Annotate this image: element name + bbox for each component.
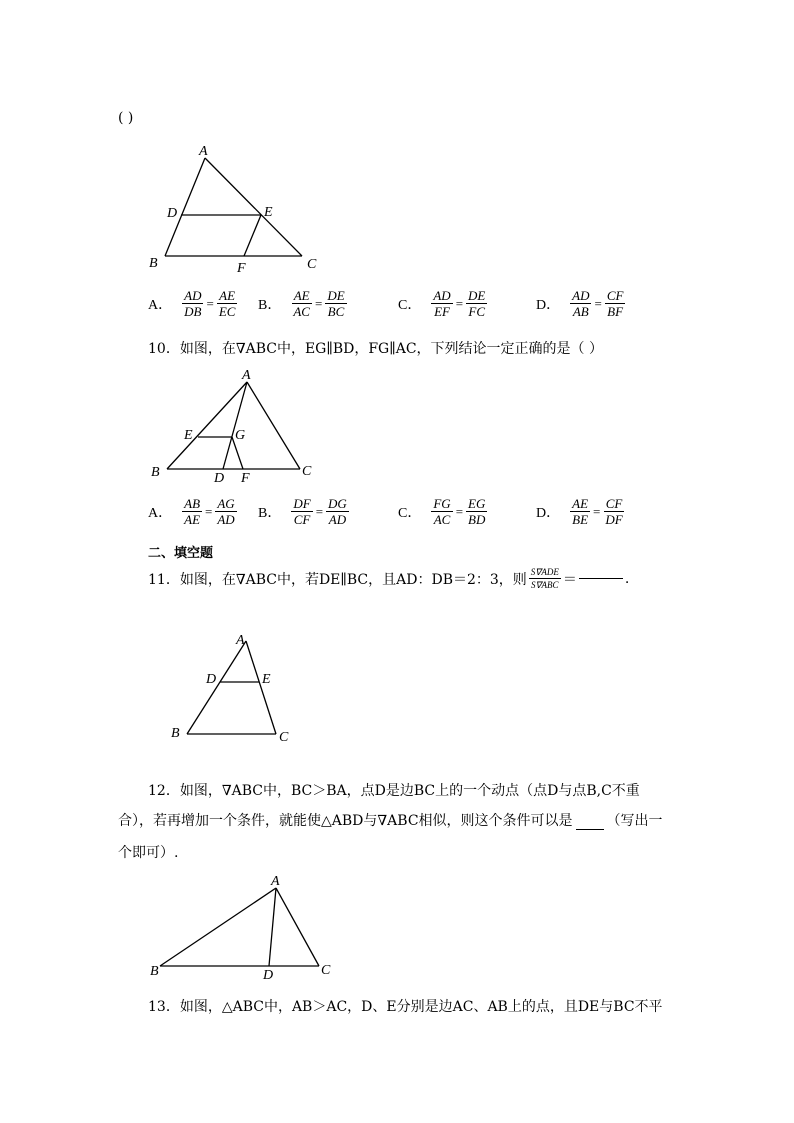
q9-option-b[interactable]: B． $\frac{AE}{AC}$ = $\frac{DE}{BC}$ xyxy=(258,288,345,319)
q10-label-f: F xyxy=(241,471,250,486)
q11-label-d: D xyxy=(206,672,217,687)
q9-label-b: B xyxy=(149,256,158,271)
q12-answer-blank[interactable] xyxy=(576,829,604,830)
section-title: 二、填空题 xyxy=(148,546,214,561)
q10-option-a[interactable]: A． $\frac{AB}{AE}$ = $\frac{AG}{AD}$ xyxy=(148,496,235,527)
q9-figure xyxy=(140,140,340,280)
q10-label-c: C xyxy=(302,464,312,479)
q11-side-ac xyxy=(246,641,276,734)
q11-label-a: A xyxy=(236,633,245,648)
q12-segment-ad xyxy=(269,888,276,966)
q12-label-a: A xyxy=(271,874,280,889)
q12-side-ac xyxy=(276,888,319,966)
q9-segment-ef xyxy=(244,215,261,256)
q9-label-e: E xyxy=(264,205,273,220)
q11-question-text: 11．如图，在∇ABC中，若DE∥BC，且AD：DB＝2：3，则 xyxy=(148,571,527,588)
q10-side-ac xyxy=(247,382,300,469)
q10-option-b[interactable]: B． $\frac{DF}{CF}$ = $\frac{DG}{AD}$ xyxy=(258,496,347,527)
q11-label-e: E xyxy=(262,672,271,687)
q10-question-text: 10．如图，在∇ABC中，EG∥BD，FG∥AC，下列结论一定正确的是（ ） xyxy=(148,341,603,357)
q11-figure xyxy=(165,628,305,748)
q10-option-c[interactable]: C． $\frac{FG}{AC}$ = $\frac{EG}{BD}$ xyxy=(398,496,486,527)
q12-label-c: C xyxy=(321,963,331,978)
q11-answer-blank[interactable] xyxy=(579,578,623,579)
q10-label-d: D xyxy=(214,471,225,486)
q9-option-a[interactable]: A． $\frac{AD}{DB}$ = $\frac{AE}{EC}$ xyxy=(148,288,236,319)
q10-label-g: G xyxy=(235,428,246,443)
q12-question-line2: 合），若再增加一个条件，就能使△ABD与∇ABC相似，则这个条件可以是 （写出一 xyxy=(118,813,663,829)
q10-label-b: B xyxy=(151,465,160,480)
q10-option-d[interactable]: D． $\frac{AE}{BE}$ = $\frac{CF}{DF}$ xyxy=(536,496,623,527)
q12-question-line1: 12．如图，∇ABC中，BC＞BA，点D是边BC上的一个动点（点D与点B,C不重 xyxy=(148,783,640,799)
q12-side-ab xyxy=(160,888,276,966)
q12-label-d: D xyxy=(263,968,274,983)
q13-question-text: 13．如图，△ABC中，AB＞AC，D、E分别是边AC、AB上的点，且DE与BC不平 xyxy=(148,999,663,1015)
q9-answer-paren: ( ) xyxy=(118,110,134,126)
q9-label-c: C xyxy=(307,257,317,272)
q10-label-a: A xyxy=(242,368,251,383)
q12-label-b: B xyxy=(150,964,159,979)
q12-question-line3: 个即可）. xyxy=(118,845,179,861)
q11-area-ratio: $\frac{\text{S∇ADE}}{\text{S∇ABC}}$ xyxy=(530,567,559,590)
q11-side-ab xyxy=(187,641,246,734)
q9-label-a: A xyxy=(199,144,208,159)
q9-label-f: F xyxy=(237,261,246,276)
q9-label-d: D xyxy=(167,206,178,221)
q9-option-d[interactable]: D． $\frac{AD}{AB}$ = $\frac{CF}{BF}$ xyxy=(536,288,624,319)
q9-side-ac xyxy=(205,158,302,256)
q11-label-c: C xyxy=(279,730,289,745)
q11-label-b: B xyxy=(171,726,180,741)
q10-figure xyxy=(140,368,340,488)
q12-figure xyxy=(140,868,350,983)
q10-label-e: E xyxy=(184,428,193,443)
q9-option-c[interactable]: C． $\frac{AD}{EF}$ = $\frac{DE}{FC}$ xyxy=(398,288,486,319)
q11-question: 11．如图，在∇ABC中，若DE∥BC，且AD：DB＝2：3，则 $\frac{\text{S∇ADE}}{\text{S∇ABC}}$ ＝ . xyxy=(148,567,630,590)
